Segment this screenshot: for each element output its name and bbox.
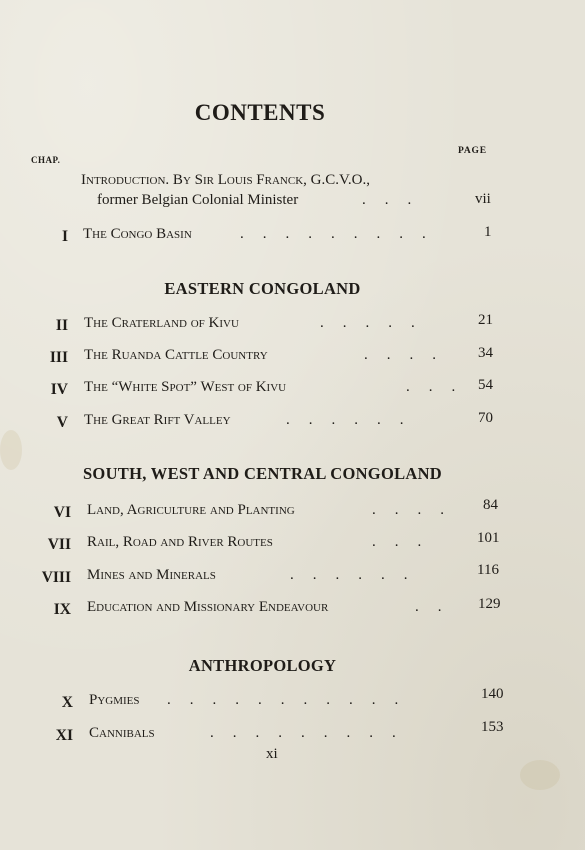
page-column-header: PAGE — [458, 146, 487, 156]
leader-dots: ......... — [240, 226, 445, 242]
page-number: 84 — [483, 497, 498, 513]
section-heading: SOUTH, WEST AND CENTRAL CONGOLAND — [82, 464, 443, 483]
chapter-number: II — [55, 317, 68, 334]
intro-line-1: Introduction. By Sir Louis Franck, G.C.V.O., — [81, 172, 370, 188]
page-number: 116 — [477, 562, 499, 578]
leader-dots: .... — [372, 502, 463, 518]
chapter-number: V — [56, 414, 68, 431]
chapter-title: Rail, Road and River Routes — [87, 534, 273, 550]
section-heading: ANTHROPOLOGY — [188, 656, 337, 675]
leader-dots: .. — [415, 599, 461, 615]
chapter-number: VII — [47, 536, 71, 553]
intro-line-2: former Belgian Colonial Minister — [97, 192, 299, 208]
page-number: 54 — [478, 377, 493, 393]
chapter-title: The Great Rift Valley — [84, 412, 231, 428]
chapter-number: IV — [50, 381, 68, 398]
chapter-title: Education and Missionary Endeavour — [87, 599, 329, 615]
section-heading: EASTERN CONGOLAND — [164, 279, 361, 298]
chapter-title: The Congo Basin — [83, 226, 192, 242]
chap-column-header: CHAP. — [31, 155, 61, 165]
chapter-title: Land, Agriculture and Planting — [87, 502, 295, 518]
leader-dots: ... — [406, 379, 475, 395]
chapter-title: Pygmies — [89, 692, 140, 708]
chapter-title: The Craterland of Kivu — [84, 315, 239, 331]
page-number: 129 — [478, 596, 501, 612]
chapter-number: VI — [53, 504, 71, 521]
page-number: 153 — [481, 719, 504, 735]
leader-dots: ...... — [290, 567, 427, 583]
page-number: 70 — [478, 410, 493, 426]
paper-stain — [520, 760, 560, 790]
leader-dots: .... — [364, 347, 455, 363]
chapter-number: X — [61, 694, 73, 711]
page-number: 1 — [484, 224, 492, 240]
chapter-number: I — [61, 228, 68, 245]
chapter-title: The “White Spot” West of Kivu — [84, 379, 287, 395]
chapter-number: III — [49, 349, 68, 366]
leader-dots: ... — [362, 192, 431, 208]
page-number: 101 — [477, 530, 500, 546]
page-number: 21 — [478, 312, 493, 328]
chapter-title: Cannibals — [89, 725, 155, 741]
leader-dots: ........... — [167, 692, 418, 708]
leader-dots: ......... — [210, 725, 415, 741]
page-number: vii — [475, 191, 491, 207]
page-number: 34 — [478, 345, 493, 361]
contents-title: CONTENTS — [194, 100, 326, 125]
chapter-title: The Ruanda Cattle Country — [84, 347, 268, 363]
chapter-number: IX — [53, 601, 71, 618]
page-folio: xi — [266, 746, 278, 762]
leader-dots: ...... — [286, 412, 423, 428]
leader-dots: ..... — [320, 315, 434, 331]
chapter-number: XI — [55, 727, 73, 744]
page-number: 140 — [481, 686, 504, 702]
chapter-title: Mines and Minerals — [87, 567, 216, 583]
leader-dots: ... — [372, 534, 441, 550]
chapter-number: VIII — [41, 569, 71, 586]
